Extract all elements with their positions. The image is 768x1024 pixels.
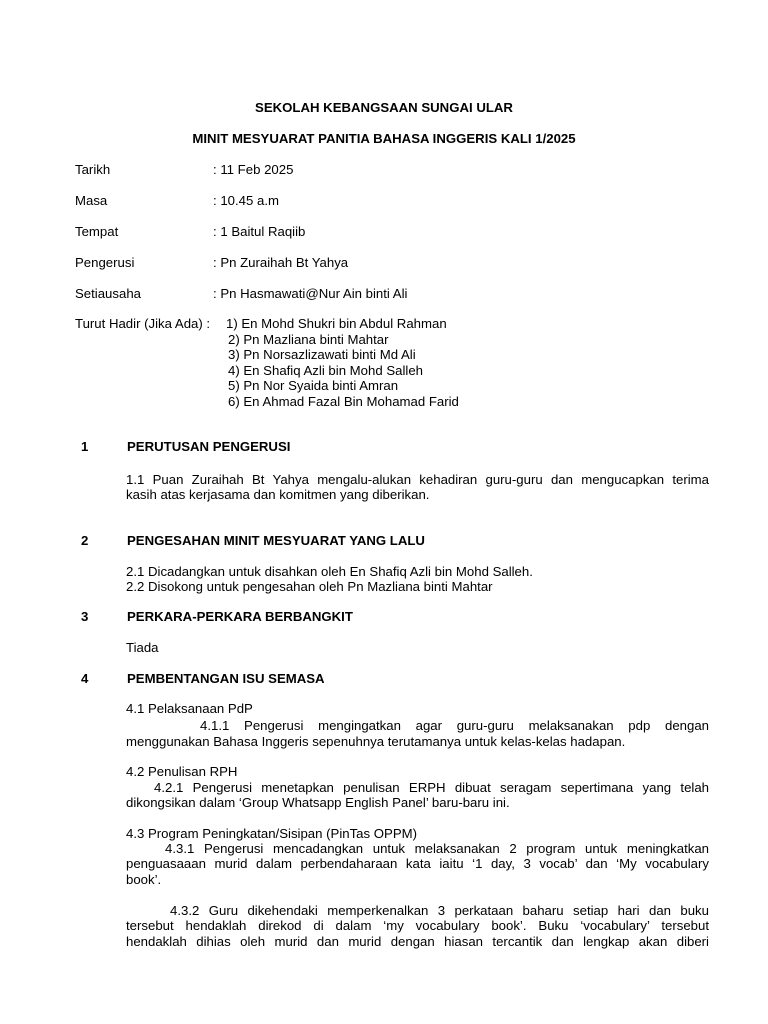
detail-value-time: : 10.45 a.m: [213, 193, 279, 208]
section-heading: PERKARA-PERKARA BERBANGKIT: [127, 609, 353, 624]
subsection-text-line: 4.1.1 Pengerusi mengingatkan agar guru-guru melaksanakan pdp dengan: [200, 718, 709, 733]
detail-value-secretary: : Pn Hasmawati@Nur Ain binti Ali: [213, 286, 408, 301]
attendance-list: [226, 316, 459, 409]
subsection-text-line: 4.3.2 Guru dikehendaki memperkenalkan 3 perkataan baharu setiap hari dan buku: [170, 903, 709, 918]
detail-value-venue: : 1 Baitul Raqiib: [213, 224, 306, 239]
subsection-text-line: menggunakan Bahasa Inggeris sepenuhnya terutamanya untuk kelas-kelas hadapan.: [126, 734, 626, 749]
subsection-title: 4.2 Penulisan RPH: [126, 764, 238, 779]
detail-label-secretary: Setiausaha: [75, 286, 141, 301]
attendee: 2) Pn Mazliana binti Mahtar: [228, 331, 389, 347]
section-number: 2: [81, 533, 89, 548]
attendee: 4) En Shafiq Azli bin Mohd Salleh: [228, 362, 423, 378]
subsection-title: 4.1 Pelaksanaan PdP: [126, 701, 253, 716]
section-text-line: kasih atas kerjasama dan komitmen yang diberikan.: [126, 487, 430, 502]
section-text-line: 1.1 Puan Zuraihah Bt Yahya mengalu-alukan kehadiran guru-guru dan mengucapkan terima: [126, 472, 709, 487]
section-text-line: 2.2 Disokong untuk pengesahan oleh Pn Mazliana binti Mahtar: [126, 579, 493, 594]
section-heading: PERUTUSAN PENGERUSI: [127, 439, 291, 454]
attendance-label: Turut Hadir (Jika Ada) :: [75, 316, 211, 331]
school-name: SEKOLAH KEBANGSAAN SUNGAI ULAR: [255, 100, 513, 115]
detail-label-date: Tarikh: [75, 162, 111, 177]
subsection-text-line: book’.: [126, 872, 162, 887]
subsection-text-line: 4.2.1 Pengerusi menetapkan penulisan ERPH dibuat seragam sepertimana yang telah: [154, 780, 709, 795]
attendee: 5) Pn Nor Syaida binti Amran: [228, 378, 399, 393]
subsection-text-line: penguasaaan murid dalam perbendaharaan kata iaitu ‘1 day, 3 vocab’ dan ‘My vocabulary: [126, 856, 709, 871]
attendee: 1) En Mohd Shukri bin Abdul Rahman: [226, 316, 447, 331]
detail-label-time: Masa: [75, 193, 108, 208]
section-number: 4: [81, 671, 89, 686]
attendee: 3) Pn Norsazlizawati binti Md Ali: [228, 347, 416, 362]
detail-value-date: : 11 Feb 2025: [213, 162, 294, 177]
section-number: 1: [81, 439, 89, 454]
subsection-text-line: hendaklah dihias oleh murid dan murid dengan hiasan tercantik dan lengkap akan diberi: [126, 934, 709, 949]
detail-label-venue: Tempat: [75, 224, 119, 239]
detail-value-chair: : Pn Zuraihah Bt Yahya: [213, 255, 349, 270]
subsection-text-line: tersebut hendaklah direkod di dalam ‘my vocabulary book’. Buku ‘vocabulary’ tersebut: [126, 918, 709, 933]
attendee: 6) En Ahmad Fazal Bin Mohamad Farid: [228, 393, 459, 409]
document-title: MINIT MESYUARAT PANITIA BAHASA INGGERIS KALI 1/2025: [192, 131, 576, 146]
subsection-text-line: dikongsikan dalam ‘Group Whatsapp English Panel’ baru-baru ini.: [126, 795, 510, 810]
section-text-line: 2.1 Dicadangkan untuk disahkan oleh En Shafiq Azli bin Mohd Salleh.: [126, 564, 533, 579]
section-number: 3: [81, 609, 89, 624]
section-text-line: Tiada: [126, 640, 159, 655]
subsection-text-line: 4.3.1 Pengerusi mencadangkan untuk melaksanakan 2 program untuk meningkatkan: [165, 841, 709, 856]
detail-label-chair: Pengerusi: [75, 255, 135, 270]
section-heading: PEMBENTANGAN ISU SEMASA: [127, 671, 325, 686]
section-heading: PENGESAHAN MINIT MESYUARAT YANG LALU: [127, 533, 425, 548]
subsection-title: 4.3 Program Peningkatan/Sisipan (PinTas OPPM): [126, 826, 417, 841]
